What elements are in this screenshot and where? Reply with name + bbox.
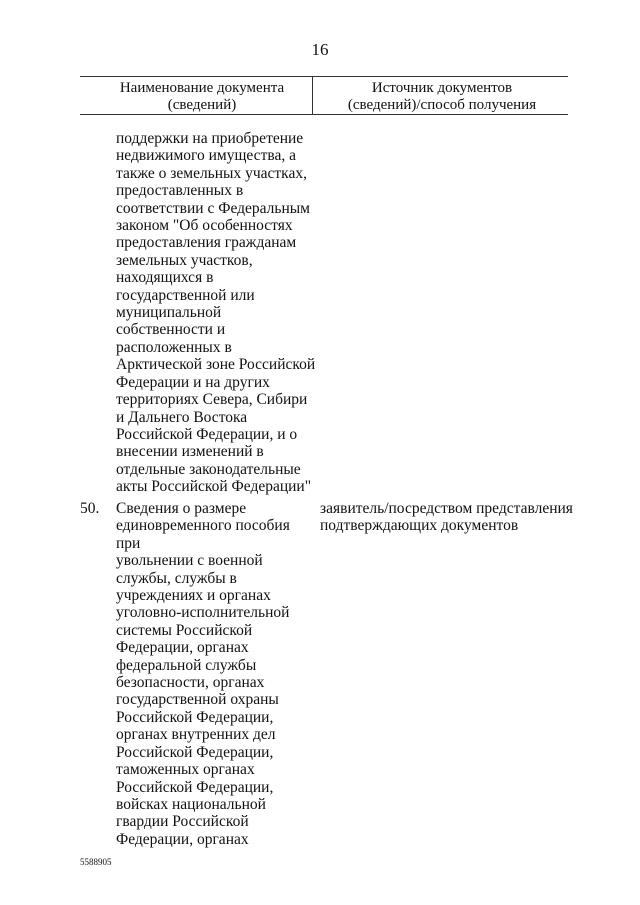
row-number: 50.	[80, 500, 100, 517]
page-number: 16	[311, 40, 329, 59]
header-column-divider	[312, 76, 313, 114]
column-header-document-name-text: Наименование документа (сведений)	[119, 80, 285, 113]
column-header-source-text: Источник документов (сведений)/способ получения	[347, 80, 537, 113]
row-source: заявитель/посредством представления подтверждающих документов	[320, 500, 573, 535]
column-header-source	[316, 80, 568, 114]
header-top-rule	[80, 76, 568, 77]
row-document-name: Сведения о размере единовременного пособия при увольнении с военной службы, службы в учреждениях и органах уголовно-исполнительной системы Российской Федерации, органах федеральной службы безопасности, органах государственной охраны Российской Федерации, органах внутренних дел Российской Федерации, таможенных органах Российской Федерации, войсках национальной гвардии Российской Федерации, органах	[116, 500, 290, 848]
continuation-document-name: поддержки на приобретение недвижимого имущества, а также о земельных участках, предоставленных в соответствии с Федеральным законом "Об особенностях предоставления гражданам земельных участков, находящихся в государственной или муниципальной собственности и расположенных в Арктической зоне Российской Федерации и на других территориях Севера, Сибири и Дальнего Востока Российской Федерации, и о внесении изменений в отдельные законодательные акты Российской Федерации"	[116, 130, 316, 496]
column-header-document-name	[96, 80, 308, 114]
header-bottom-rule	[80, 114, 568, 115]
document-code: 5588905	[80, 857, 112, 867]
